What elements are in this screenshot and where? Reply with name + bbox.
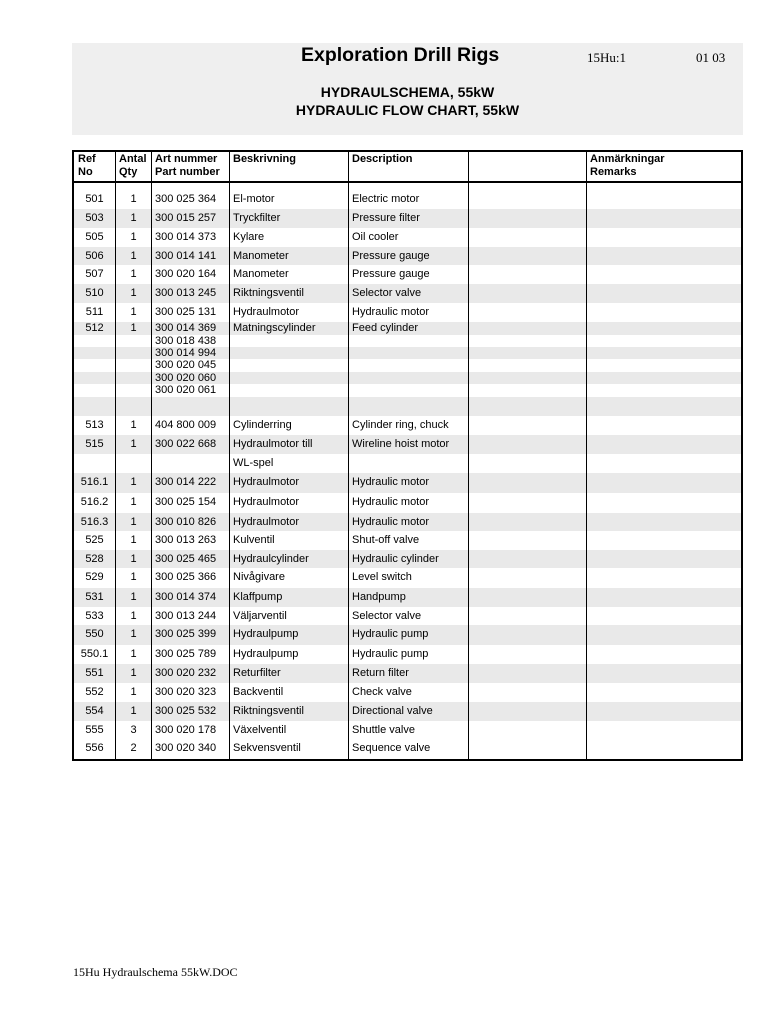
ref-cell: 528	[85, 553, 104, 565]
qty-cell: 1	[130, 705, 137, 717]
ref-cell: 525	[85, 534, 104, 546]
description-cell: Feed cylinder	[352, 322, 419, 334]
part-number-cell: 300 020 340	[155, 742, 217, 754]
column-divider	[151, 152, 152, 759]
document-date: 01 03	[696, 50, 726, 65]
column-divider	[586, 152, 587, 759]
table-row	[74, 721, 741, 739]
qty-cell: 1	[130, 476, 137, 488]
part-number-cell: 300 013 263	[155, 534, 217, 546]
part-number-cell: 300 025 154	[155, 496, 217, 508]
document-code: 15Hu:1	[587, 50, 626, 65]
description-cell: Electric motor	[352, 193, 420, 205]
description-cell: Hydraulic cylinder	[352, 553, 439, 565]
beskrivning-cell: Hydraulmotor	[233, 476, 300, 488]
column-divider	[468, 152, 469, 759]
part-number-cell: 300 025 532	[155, 705, 217, 717]
description-cell: Hydraulic pump	[352, 628, 429, 640]
part-number-cell: 300 014 994	[155, 347, 217, 359]
table-row	[74, 588, 741, 607]
col-header-qty	[119, 153, 147, 179]
ref-cell: 506	[85, 250, 104, 262]
beskrivning-cell: Hydraulmotor	[233, 516, 300, 528]
table-row	[74, 473, 741, 493]
ref-cell: 501	[85, 193, 104, 205]
description-cell: Selector valve	[352, 610, 422, 622]
qty-cell: 1	[130, 306, 137, 318]
part-number-cell: 300 020 045	[155, 359, 217, 371]
beskrivning-cell: Tryckfilter	[233, 212, 281, 224]
qty-cell: 1	[130, 268, 137, 280]
table-row	[74, 372, 741, 384]
part-number-cell: 300 020 061	[155, 384, 217, 396]
beskrivning-cell: Hydraulpump	[233, 648, 299, 660]
table-row	[74, 625, 741, 645]
ref-cell: 513	[85, 419, 104, 431]
beskrivning-cell: Sekvensventil	[233, 742, 301, 754]
description-cell: Hydraulic motor	[352, 306, 430, 318]
description-cell: Shut-off valve	[352, 534, 420, 546]
qty-cell: 1	[130, 193, 137, 205]
description-cell: Check valve	[352, 686, 412, 698]
beskrivning-cell: Hydraulcylinder	[233, 553, 309, 565]
description-cell: Hydraulic motor	[352, 496, 430, 508]
table-row	[74, 265, 741, 284]
table-row	[74, 568, 741, 588]
document-title: Exploration Drill Rigs	[301, 44, 500, 66]
beskrivning-cell: Kylare	[233, 231, 265, 243]
table-row	[74, 683, 741, 702]
description-cell: Cylinder ring, chuck	[352, 419, 449, 431]
ref-cell: 533	[85, 610, 104, 622]
col-header-remarks	[590, 153, 665, 179]
beskrivning-cell: Väljarventil	[233, 610, 287, 622]
qty-cell: 1	[130, 591, 137, 603]
ref-cell: 556	[85, 742, 104, 754]
ref-cell: 551	[85, 667, 104, 679]
part-number-cell: 300 018 438	[155, 335, 217, 347]
col-header-ref-sv: Ref	[78, 153, 96, 165]
beskrivning-cell: Manometer	[233, 268, 289, 280]
table-row	[74, 435, 741, 454]
beskrivning-cell: Riktningsventil	[233, 705, 304, 717]
ref-cell: 507	[85, 268, 104, 280]
description-cell: Hydraulic motor	[352, 476, 430, 488]
qty-cell: 1	[130, 419, 137, 431]
part-number-cell: 300 020 323	[155, 686, 217, 698]
table-row	[74, 335, 741, 347]
col-header-ref-en: No	[78, 166, 93, 178]
part-number-cell: 300 025 366	[155, 571, 217, 583]
column-divider	[115, 152, 116, 759]
beskrivning-cell: Hydraulpump	[233, 628, 299, 640]
beskrivning-cell: Hydraulmotor	[233, 306, 300, 318]
ref-cell: 552	[85, 686, 104, 698]
part-number-cell: 300 015 257	[155, 212, 217, 224]
ref-cell: 512	[85, 322, 104, 334]
table-row	[74, 531, 741, 550]
col-header-beskrivning: Beskrivning	[233, 153, 296, 165]
ref-cell: 516.3	[80, 516, 109, 528]
qty-cell: 1	[130, 231, 137, 243]
col-header-part-en: Part number	[155, 166, 220, 178]
ref-cell: 510	[85, 287, 104, 299]
part-number-cell: 300 014 374	[155, 591, 217, 603]
col-header-description: Description	[352, 153, 413, 165]
description-cell: Return filter	[352, 667, 409, 679]
ref-cell: 511	[85, 306, 104, 318]
table-row	[74, 303, 741, 322]
qty-cell: 1	[130, 686, 137, 698]
beskrivning-cell: El-motor	[233, 193, 275, 205]
description-cell: Level switch	[352, 571, 412, 583]
table-row	[74, 513, 741, 531]
col-header-ref	[78, 153, 96, 179]
part-number-cell: 300 020 164	[155, 268, 217, 280]
part-number-cell: 300 025 364	[155, 193, 217, 205]
part-number-cell: 300 025 465	[155, 553, 217, 565]
qty-cell: 1	[130, 212, 137, 224]
qty-cell: 1	[130, 667, 137, 679]
table-row	[74, 247, 741, 265]
col-header-remarks-en: Remarks	[590, 166, 637, 178]
description-cell: Wireline hoist motor	[352, 438, 450, 450]
table-row	[74, 645, 741, 664]
qty-cell: 1	[130, 438, 137, 450]
beskrivning-cell: Växelventil	[233, 724, 287, 736]
part-number-cell: 300 025 789	[155, 648, 217, 660]
part-number-cell: 300 014 222	[155, 476, 217, 488]
beskrivning-cell: Hydraulmotor till	[233, 438, 313, 450]
part-number-cell: 300 014 369	[155, 322, 217, 334]
qty-cell: 1	[130, 628, 137, 640]
document-header	[72, 43, 743, 135]
description-cell: Hydraulic motor	[352, 516, 430, 528]
description-cell: Sequence valve	[352, 742, 431, 754]
table-row	[74, 397, 741, 416]
ref-cell: 515	[85, 438, 104, 450]
subtitle-swedish: HYDRAULSCHEMA, 55kW	[320, 84, 495, 100]
col-header-part	[155, 153, 220, 179]
ref-cell: 555	[85, 724, 104, 736]
beskrivning-cell: Returfilter	[233, 667, 281, 679]
table-row	[74, 493, 741, 513]
qty-cell: 1	[130, 322, 137, 334]
beskrivning-cell: Backventil	[233, 686, 284, 698]
table-row	[74, 228, 741, 247]
part-number-cell: 300 014 373	[155, 231, 217, 243]
qty-cell: 1	[130, 496, 137, 508]
col-header-qty-en: Qty	[119, 166, 138, 178]
table-row	[74, 384, 741, 397]
table-row	[74, 209, 741, 228]
table-row	[74, 702, 741, 721]
beskrivning-cell: WL-spel	[233, 457, 274, 469]
part-number-cell: 300 022 668	[155, 438, 217, 450]
ref-cell: 550	[85, 628, 104, 640]
qty-cell: 1	[130, 571, 137, 583]
description-cell: Oil cooler	[352, 231, 399, 243]
ref-cell: 516.1	[80, 476, 109, 488]
beskrivning-cell: Cylinderring	[233, 419, 292, 431]
table-row	[74, 284, 741, 303]
part-number-cell: 300 014 141	[155, 250, 217, 262]
qty-cell: 1	[130, 648, 137, 660]
qty-cell: 2	[130, 742, 137, 754]
description-cell: Selector valve	[352, 287, 422, 299]
beskrivning-cell: Klaffpump	[233, 591, 283, 603]
table-row	[74, 607, 741, 625]
part-number-cell: 300 013 245	[155, 287, 217, 299]
part-number-cell: 300 013 244	[155, 610, 217, 622]
ref-cell: 550.1	[80, 648, 109, 660]
description-cell: Shuttle valve	[352, 724, 415, 736]
ref-cell: 554	[85, 705, 104, 717]
ref-cell: 529	[85, 571, 104, 583]
col-header-qty-sv: Antal	[119, 153, 147, 165]
ref-cell: 505	[85, 231, 104, 243]
beskrivning-cell: Manometer	[233, 250, 289, 262]
beskrivning-cell: Hydraulmotor	[233, 496, 300, 508]
table-row	[74, 322, 741, 335]
part-number-cell: 404 800 009	[155, 419, 217, 431]
qty-cell: 1	[130, 250, 137, 262]
part-number-cell: 300 020 060	[155, 372, 217, 384]
description-cell: Pressure gauge	[352, 268, 430, 280]
part-number-cell: 300 010 826	[155, 516, 217, 528]
part-number-cell: 300 025 399	[155, 628, 217, 640]
table-row	[74, 664, 741, 683]
parts-table	[72, 150, 743, 761]
part-number-cell: 300 020 232	[155, 667, 217, 679]
table-row	[74, 739, 741, 758]
beskrivning-cell: Matningscylinder	[233, 322, 316, 334]
description-cell: Pressure gauge	[352, 250, 430, 262]
column-divider	[348, 152, 349, 759]
description-cell: Directional valve	[352, 705, 433, 717]
col-header-part-sv: Art nummer	[155, 153, 218, 165]
footer-filename: 15Hu Hydraulschema 55kW.DOC	[73, 965, 238, 979]
subtitle-english: HYDRAULIC FLOW CHART, 55kW	[295, 102, 520, 118]
table-row	[74, 359, 741, 372]
description-cell: Hydraulic pump	[352, 648, 429, 660]
table-row	[74, 347, 741, 359]
description-cell: Handpump	[352, 591, 406, 603]
table-row	[74, 550, 741, 568]
part-number-cell: 300 020 178	[155, 724, 217, 736]
table-row	[74, 454, 741, 473]
qty-cell: 1	[130, 553, 137, 565]
description-cell: Pressure filter	[352, 212, 420, 224]
ref-cell: 531	[85, 591, 104, 603]
header-separator	[74, 181, 741, 183]
qty-cell: 1	[130, 287, 137, 299]
col-header-remarks-sv: Anmärkningar	[590, 153, 665, 165]
qty-cell: 1	[130, 516, 137, 528]
qty-cell: 1	[130, 534, 137, 546]
part-number-cell: 300 025 131	[155, 306, 217, 318]
beskrivning-cell: Kulventil	[233, 534, 275, 546]
qty-cell: 3	[130, 724, 137, 736]
qty-cell: 1	[130, 610, 137, 622]
ref-cell: 516.2	[80, 496, 109, 508]
ref-cell: 503	[85, 212, 104, 224]
beskrivning-cell: Riktningsventil	[233, 287, 304, 299]
column-divider	[229, 152, 230, 759]
beskrivning-cell: Nivågivare	[233, 571, 285, 583]
table-row	[74, 190, 741, 209]
table-row	[74, 416, 741, 435]
